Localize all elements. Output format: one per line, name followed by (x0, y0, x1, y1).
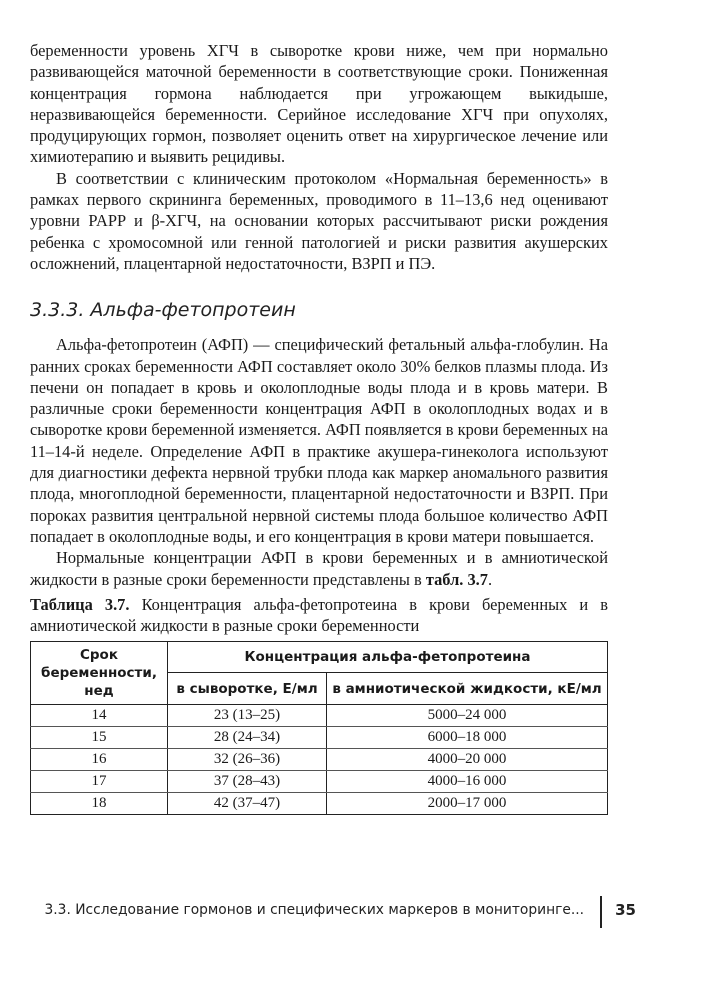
cell-week: 16 (31, 748, 168, 770)
cell-week: 15 (31, 726, 168, 748)
cell-week: 17 (31, 770, 168, 792)
body-paragraph: В соответствии с клиническим протоколом «Нормальная беременность» в рамках первого скрининга беременных, проводимого в 11–13,6 нед оценивают уровни PAPP и β-ХГЧ, на основании которых рассчитывают риски рождения ребенка с хромосомной или генной патологией и риски развития акушерских осложнений, плацентарной недостаточности, ВЗРП и ПЭ. (30, 168, 608, 273)
cell-serum: 37 (28–43) (168, 770, 327, 792)
reference-end: . (487, 569, 493, 589)
table-caption-label: Таблица 3.7. (30, 594, 130, 614)
footer-divider (600, 896, 602, 928)
afp-table (30, 641, 608, 815)
cell-amniotic: 4000–16 000 (327, 770, 608, 792)
header-serum: в сыворотке, Е/мл (168, 673, 327, 705)
body-paragraph: Альфа-фетопротеин (АФП) — специфический фетальный альфа-глобулин. На ранних сроках беременности АФП составляет около 30% белков плазмы плода. Из печени он попадает в кровь и околоплодные воды плода и в кровь матери. В различные сроки беременности концентрация АФП в околоплодных водах и в сыворотке крови беременной изменяется. АФП появляется в крови беременных на 11–14-й неделе. Определение АФП в практике акушера-гинеколога используют для диагностики дефекта нервной трубки плода как маркер аномального развития плода, многоплодной беременности, плацентарной недостаточности и ВЗРП. При пороках развития центральной нервной системы плода большое количество АФП попадает в околоплодные воды, и его концентрация в крови матери повышается. (30, 335, 608, 546)
cell-amniotic: 2000–17 000 (327, 792, 608, 814)
table-reference-link[interactable]: табл. 3.7 (425, 569, 488, 589)
cell-serum: 23 (13–25) (168, 704, 327, 726)
table-caption-text: Концентрация альфа-фетопротеина в крови беременных и в амниотической жидкости в разные сроки беременности (30, 594, 609, 635)
table-caption (30, 594, 608, 636)
table-row (31, 726, 608, 748)
cell-amniotic: 4000–20 000 (327, 748, 608, 770)
cell-week: 18 (31, 792, 168, 814)
table-row (31, 770, 608, 792)
cell-serum: 42 (37–47) (168, 792, 327, 814)
cell-serum: 32 (26–36) (168, 748, 327, 770)
table-reference-paragraph (30, 547, 608, 590)
reference-text: Нормальные концентрации АФП в крови беременных и в амниотической жидкости в разные сроки беременности представлены в (30, 548, 608, 589)
page-content (30, 40, 608, 815)
cell-week: 14 (31, 704, 168, 726)
table-row (31, 792, 608, 814)
cell-amniotic: 6000–18 000 (327, 726, 608, 748)
table-row (31, 704, 608, 726)
table-row (31, 748, 608, 770)
body-paragraph: беременности уровень ХГЧ в сыворотке крови ниже, чем при нормально развивающейся маточной беременности в соответствующие сроки. Пониженная концентрация гормона наблюдается при угрожающем выкидыше, неразвивающейся беременности. Серийное исследование ХГЧ при опухолях, продуцирующих гормон, позволяет оценить ответ на хирургическое лечение или химиотерапию и выявить рецидивы. (30, 41, 608, 167)
cell-serum: 28 (24–34) (168, 726, 327, 748)
page-number: 35 (615, 901, 636, 919)
header-term: Срок беременности, нед (31, 641, 168, 704)
section-heading: 3.3.3. Альфа-фетопротеин (30, 299, 296, 322)
header-amniotic: в амниотической жидкости, кЕ/мл (327, 673, 608, 705)
header-group: Концентрация альфа-фетопротеина (168, 641, 608, 673)
page-footer (44, 900, 648, 926)
running-title: 3.3. Исследование гормонов и специфических маркеров в мониторинге... (44, 902, 584, 918)
cell-amniotic: 5000–24 000 (327, 704, 608, 726)
